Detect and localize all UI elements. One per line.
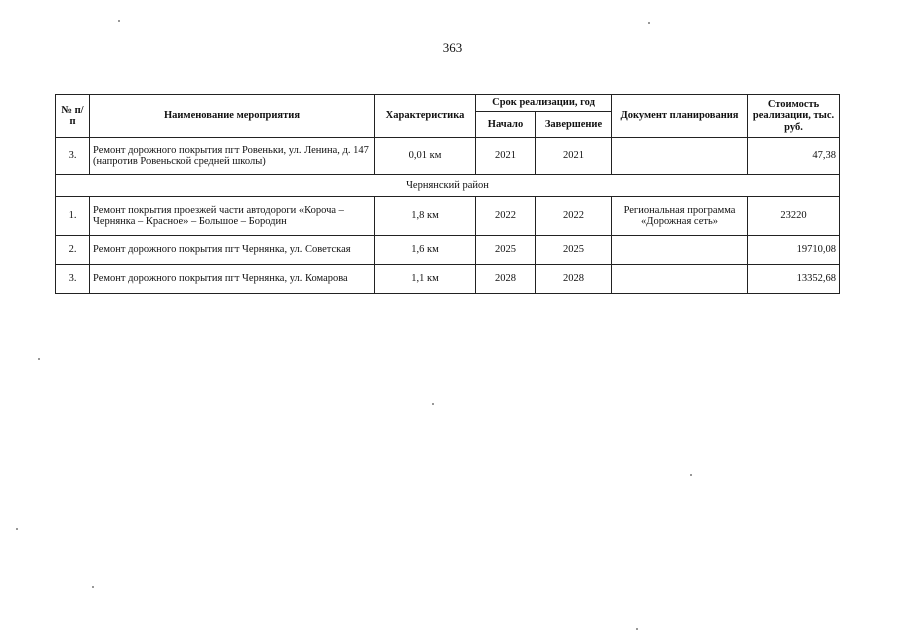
page-number: 363 [442, 40, 463, 55]
section-title: Чернянский район [56, 175, 840, 197]
row-start: 2025 [476, 236, 536, 265]
row-characteristic: 0,01 км [375, 138, 476, 175]
row-name: Ремонт дорожного покрытия пгт Чернянка, ул. Советская [90, 236, 375, 265]
roads-table [55, 94, 840, 294]
scan-speck [432, 403, 434, 405]
scan-speck [92, 586, 94, 588]
row-document [612, 265, 748, 294]
scan-speck [38, 358, 40, 360]
header-name: Наименование мероприятия [90, 95, 375, 138]
table-row [56, 265, 840, 294]
row-end: 2021 [536, 138, 612, 175]
row-characteristic: 1,6 км [375, 236, 476, 265]
row-cost: 19710,08 [748, 236, 840, 265]
header-end: Завершение [536, 112, 612, 138]
row-cost: 23220 [748, 197, 840, 236]
row-characteristic: 1,1 км [375, 265, 476, 294]
scan-speck [16, 528, 18, 530]
row-document [612, 236, 748, 265]
header-cost: Стоимость реализации, тыс. руб. [748, 95, 840, 138]
row-num: 3. [56, 265, 90, 294]
row-cost: 13352,68 [748, 265, 840, 294]
header-num: № п/п [56, 95, 90, 138]
header-document: Документ планирования [612, 95, 748, 138]
row-start: 2021 [476, 138, 536, 175]
row-start: 2022 [476, 197, 536, 236]
row-end: 2022 [536, 197, 612, 236]
row-cost: 47,38 [748, 138, 840, 175]
row-name: Ремонт дорожного покрытия пгт Чернянка, ул. Комарова [90, 265, 375, 294]
row-num: 2. [56, 236, 90, 265]
row-start: 2028 [476, 265, 536, 294]
row-end: 2028 [536, 265, 612, 294]
section-row [56, 175, 840, 197]
header-period: Срок реализации, год [476, 95, 612, 112]
row-characteristic: 1,8 км [375, 197, 476, 236]
row-num: 1. [56, 197, 90, 236]
row-name: Ремонт покрытия проезжей части автодороги «Короча – Чернянка – Красное» – Большое – Бородин [90, 197, 375, 236]
table-row [56, 138, 840, 175]
table-row [56, 236, 840, 265]
header-start: Начало [476, 112, 536, 138]
header-characteristic: Характеристика [375, 95, 476, 138]
row-document: Региональная программа «Дорожная сеть» [612, 197, 748, 236]
row-end: 2025 [536, 236, 612, 265]
scan-speck [648, 22, 650, 24]
row-name: Ремонт дорожного покрытия пгт Ровеньки, ул. Ленина, д. 147 (напротив Ровеньской средней школы) [90, 138, 375, 175]
scan-speck [636, 628, 638, 630]
row-num: 3. [56, 138, 90, 175]
scan-speck [118, 20, 120, 22]
row-document [612, 138, 748, 175]
scan-speck [690, 474, 692, 476]
table-row [56, 197, 840, 236]
